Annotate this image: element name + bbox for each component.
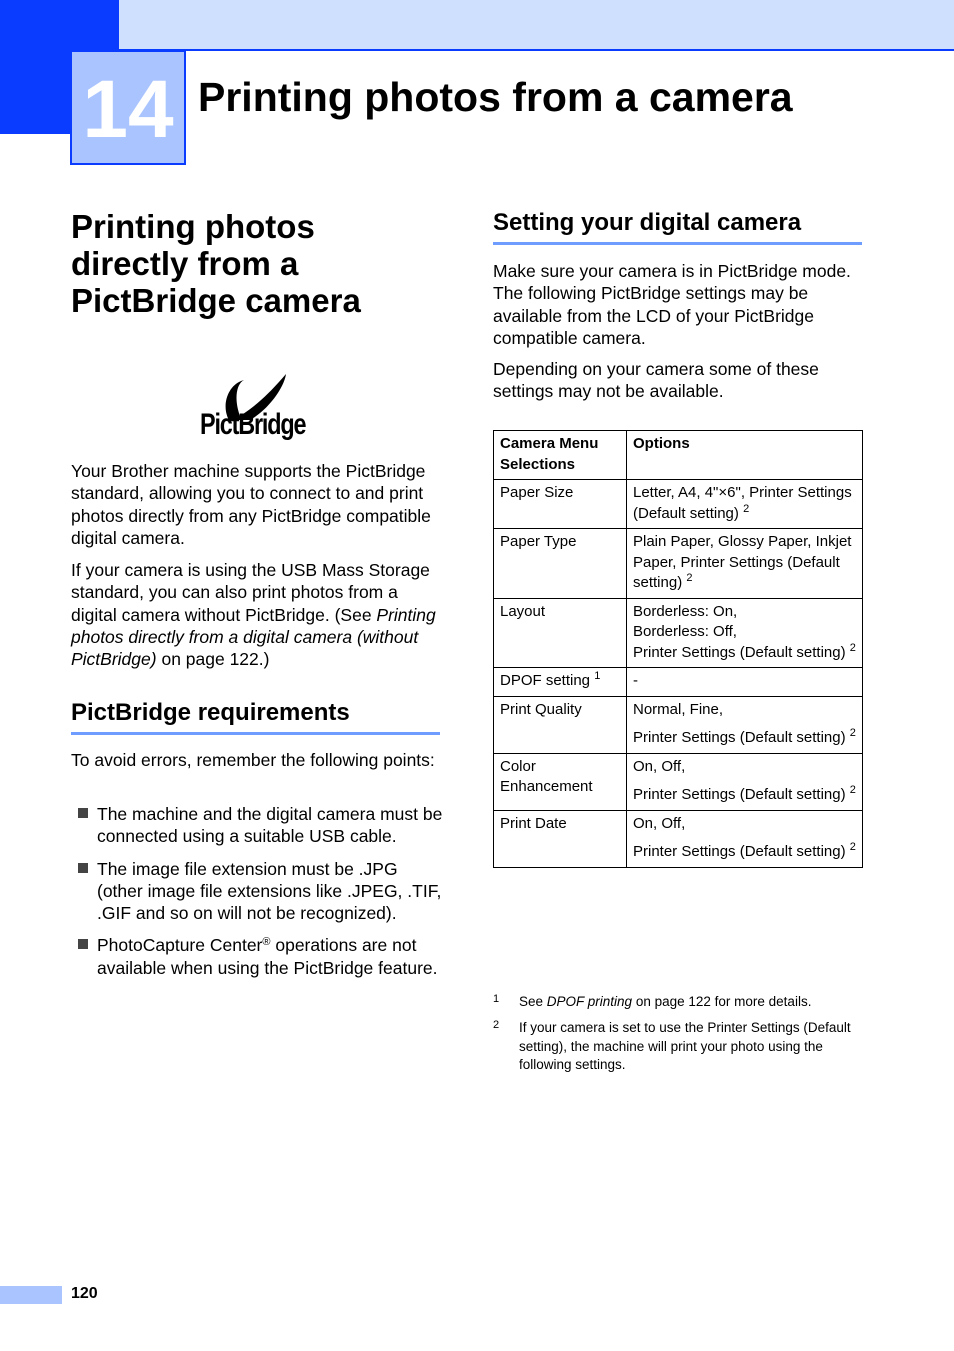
list-item-text: The image file extension must be .JPG (other image file extensions like .JPEG, .TIF, .GIF and so on will not be recognized). xyxy=(97,858,442,924)
bullet-square-icon xyxy=(78,863,88,873)
cell-text: Plain Paper, Glossy Paper, Inkjet Paper, Printer Settings (Default setting) xyxy=(633,533,852,591)
setting-heading: Setting your digital camera xyxy=(493,209,862,245)
setting-paragraph: Make sure your camera is in PictBridge mode. The following PictBridge settings may be available from the LCD of your PictBridge compatible camera. xyxy=(493,261,851,348)
list-item-text: PhotoCapture Center xyxy=(97,935,263,956)
chapter-number: 14 xyxy=(70,50,186,165)
list-item xyxy=(78,803,448,848)
cell-text: Letter, A4, 4"×6", Printer Settings (Default setting) xyxy=(633,484,852,522)
header-band xyxy=(0,0,954,51)
section-title-line: Printing photos xyxy=(71,208,315,245)
table-row xyxy=(494,753,863,810)
list-item xyxy=(78,858,448,925)
section-title-line: PictBridge camera xyxy=(71,282,361,319)
table-row xyxy=(494,480,863,529)
table-cell: - xyxy=(627,668,863,697)
pictbridge-logo-text: PictBridge xyxy=(200,408,306,441)
footnote-ref: 2 xyxy=(849,841,856,853)
cross-reference-link[interactable]: DPOF printing xyxy=(546,994,633,1009)
footnote-ref: 2 xyxy=(686,572,693,584)
text: on page 122 for more details. xyxy=(632,994,812,1009)
list-item-text: The machine and the digital camera must be connected using a suitable USB cable. xyxy=(97,804,443,847)
footnote-ref: 2 xyxy=(849,727,856,739)
requirements-list xyxy=(78,803,448,989)
table-cell: Print Date xyxy=(494,810,627,867)
table-row xyxy=(494,529,863,599)
table-cell xyxy=(627,480,863,529)
footnote-1 xyxy=(493,993,853,1012)
table-cell: Paper Size xyxy=(494,480,627,529)
text: See xyxy=(519,994,547,1009)
cell-text: Printer Settings (Default setting) xyxy=(633,843,846,860)
usb-mass-storage-paragraph xyxy=(71,559,446,670)
table-cell xyxy=(627,696,863,753)
cell-text: Normal, Fine, xyxy=(633,700,724,718)
table-cell: Print Quality xyxy=(494,696,627,753)
setting-note: Depending on your camera some of these settings may not be available. xyxy=(493,359,819,402)
cell-text: On, Off, xyxy=(633,814,686,832)
table-cell: Paper Type xyxy=(494,529,627,599)
text: on page 122.) xyxy=(156,649,270,670)
cell-text: Printer Settings (Default setting) xyxy=(633,786,846,803)
registered-mark: ® xyxy=(262,936,271,949)
table-row xyxy=(494,668,863,697)
cell-text: Borderless: On, xyxy=(633,602,738,620)
table-cell xyxy=(627,598,863,668)
cell-text: Printer Settings (Default setting) xyxy=(633,729,846,746)
table-row xyxy=(494,598,863,668)
table-cell: Color Enhancement xyxy=(494,753,627,810)
chapter-title: Printing photos from a camera xyxy=(198,74,793,120)
section-title xyxy=(71,208,451,319)
footnote-ref: 2 xyxy=(849,784,856,796)
footnote-number: 2 xyxy=(493,1019,500,1031)
bullet-square-icon xyxy=(78,808,88,818)
requirements-heading: PictBridge requirements xyxy=(71,699,440,735)
table-cell xyxy=(627,753,863,810)
section-title-line: directly from a xyxy=(71,245,299,282)
list-item xyxy=(78,934,448,979)
table-row xyxy=(494,810,863,867)
page-number: 120 xyxy=(71,1285,98,1302)
cell-text: Borderless: Off, xyxy=(633,623,737,640)
table-header-row xyxy=(494,431,863,480)
cell-text: Printer Settings (Default setting) xyxy=(633,643,846,661)
text: If your camera is using the USB Mass Storage standard, you can also print photos from a digital camera without PictBridge. (See xyxy=(71,560,430,625)
settings-table xyxy=(493,430,863,868)
footnote-ref: 2 xyxy=(743,502,750,515)
cell-text: DPOF setting xyxy=(500,672,591,689)
footnote-text: If your camera is set to use the Printer Settings (Default setting), the machine will print your photo using the following settings. xyxy=(519,1020,851,1072)
table-cell xyxy=(627,529,863,599)
table-cell: Layout xyxy=(494,598,627,668)
table-header-cell: Camera Menu Selections xyxy=(494,431,627,480)
requirements-intro: To avoid errors, remember the following points: xyxy=(71,750,435,770)
page-tab xyxy=(0,1286,62,1304)
footnote-ref: 2 xyxy=(849,641,856,654)
table-row xyxy=(494,696,863,753)
cell-text: On, Off, xyxy=(633,757,686,775)
list-item-text: operations are not available when using the PictBridge feature. xyxy=(97,935,438,978)
footnote-ref: 1 xyxy=(594,670,601,682)
table-header-cell: Options xyxy=(627,431,863,480)
bullet-square-icon xyxy=(78,939,88,949)
table-cell xyxy=(627,810,863,867)
cross-reference-link[interactable]: Printing photos directly from a digital camera (without PictBridge) xyxy=(71,604,436,670)
intro-paragraph: Your Brother machine supports the PictBridge standard, allowing you to connect to and print photos directly from any PictBridge compatible digital camera. xyxy=(71,461,431,548)
footnote-2 xyxy=(493,1019,853,1075)
footnote-number: 1 xyxy=(493,993,500,1005)
footnote-text xyxy=(519,993,853,1012)
table-cell xyxy=(494,668,627,697)
